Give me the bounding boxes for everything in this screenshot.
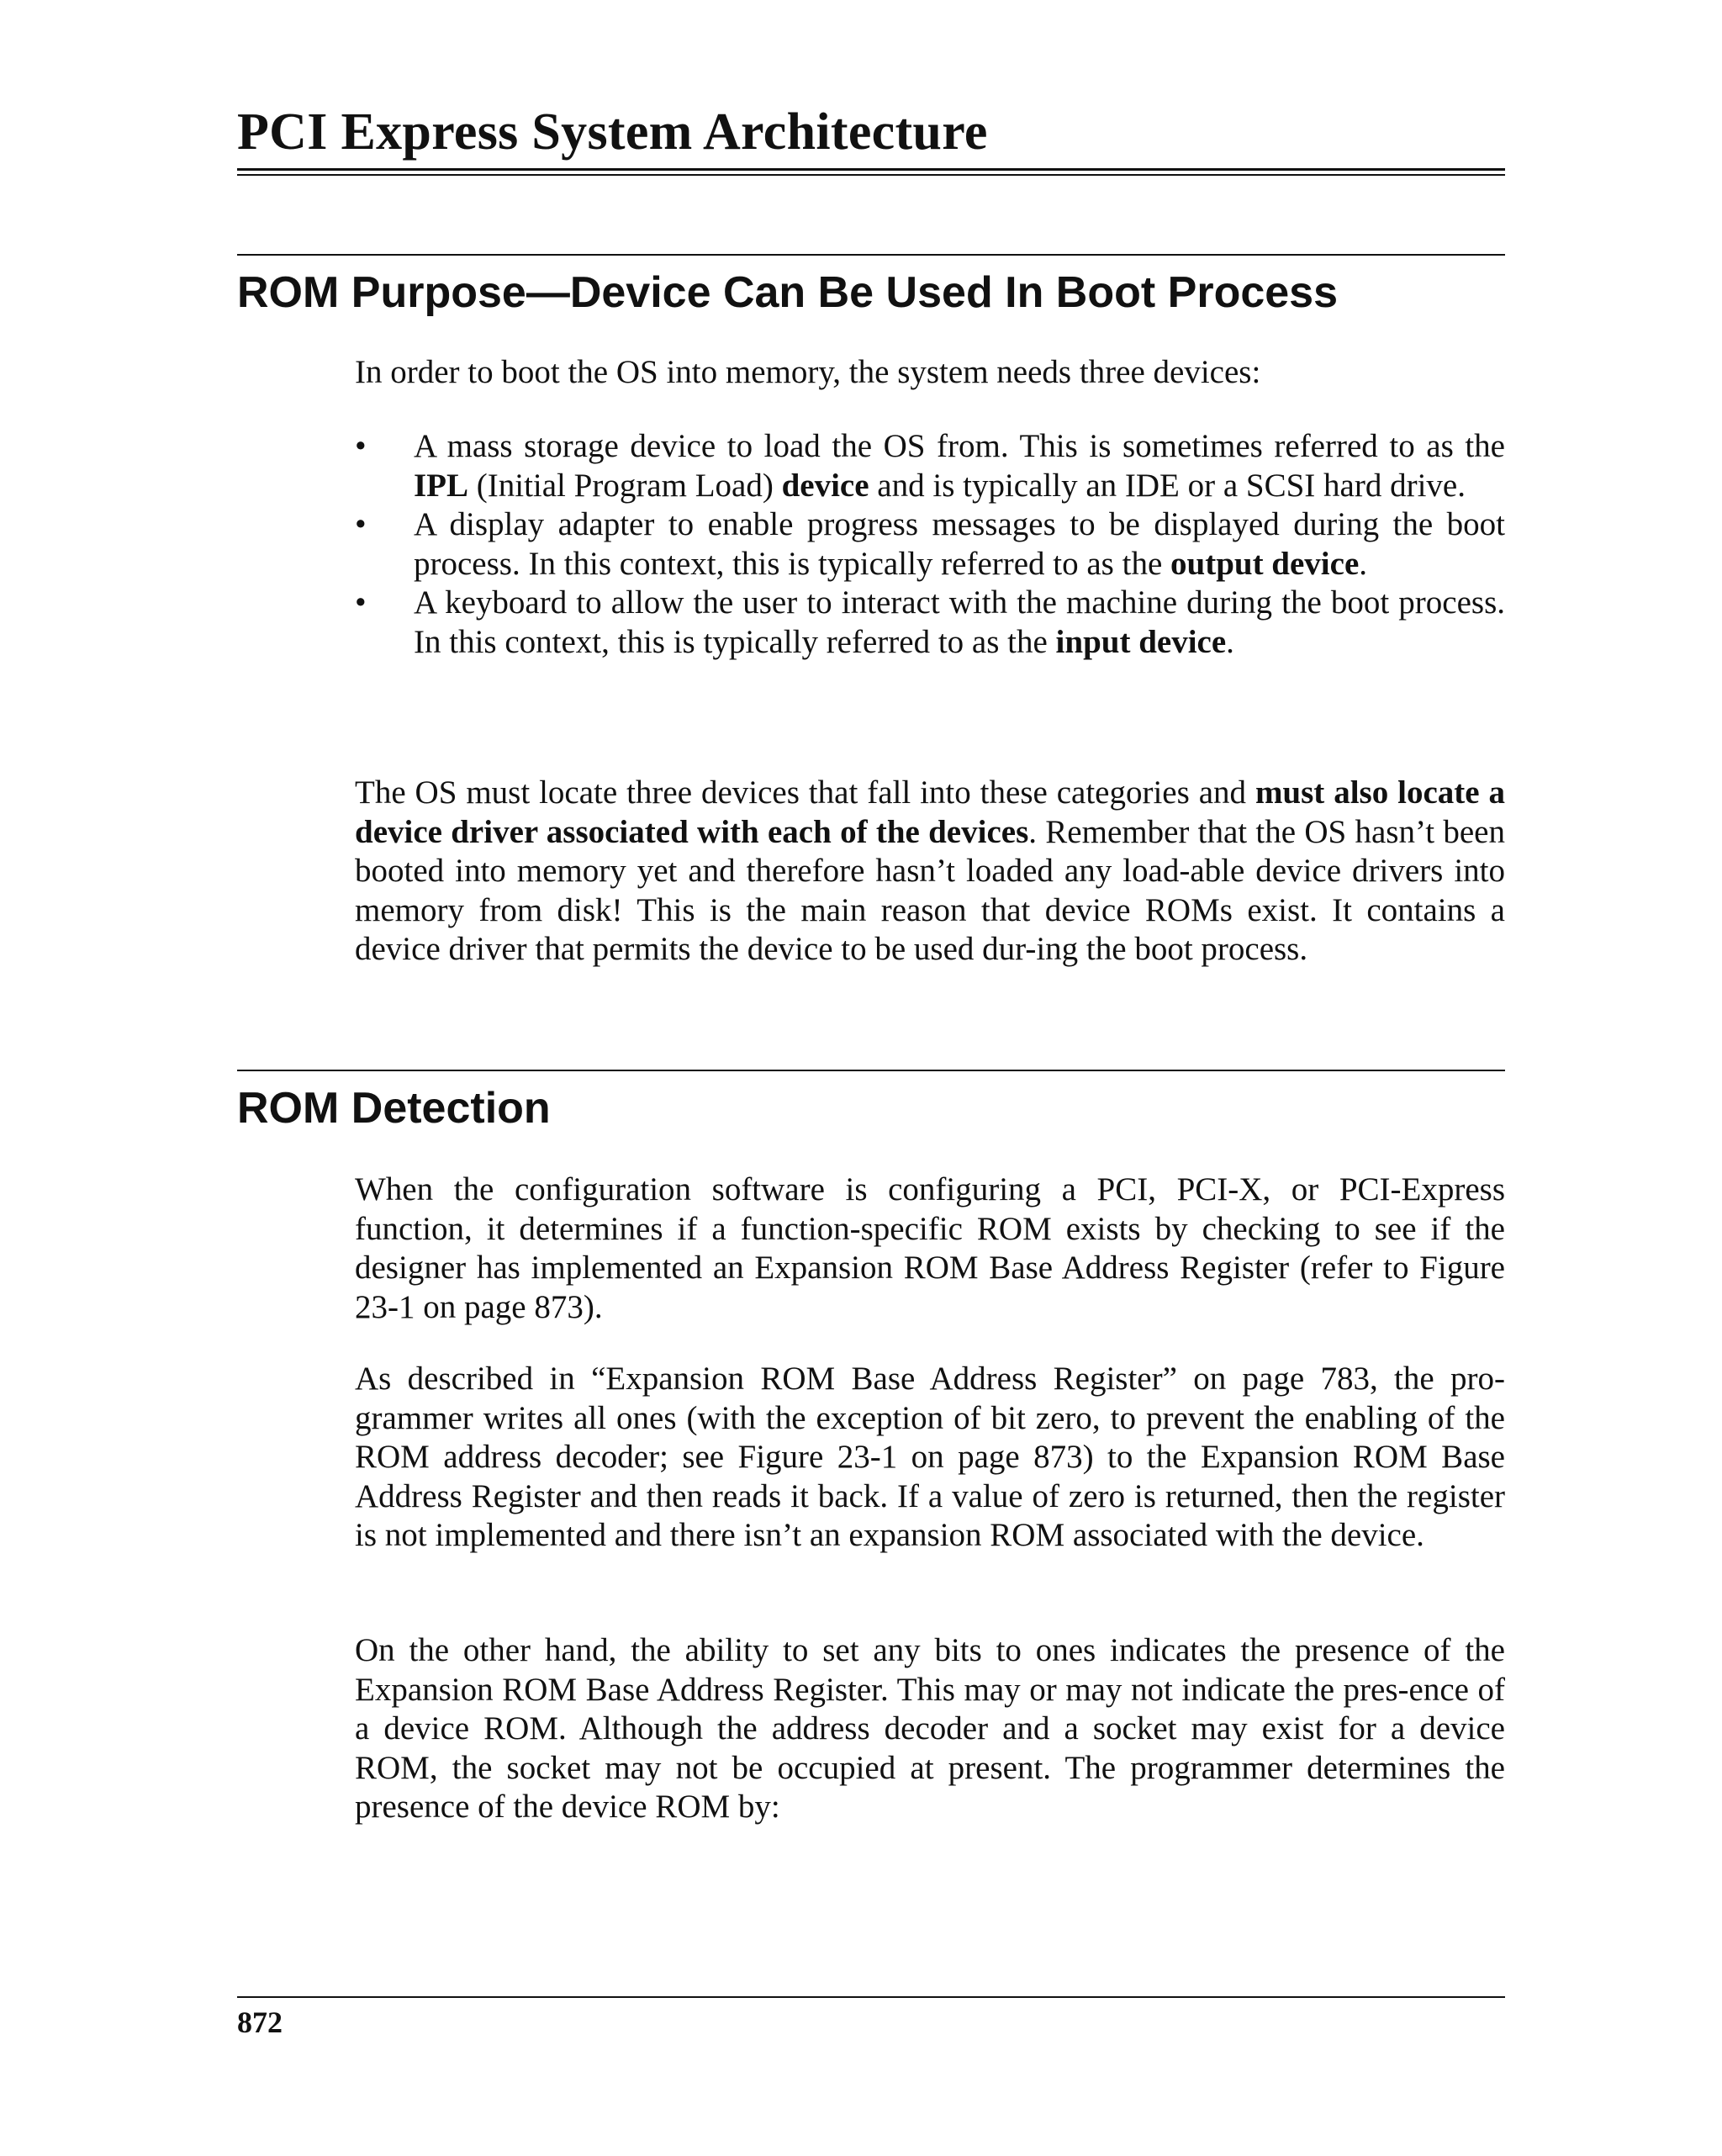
header-double-rule	[237, 168, 1505, 176]
bold-term-device: device	[781, 467, 869, 504]
bullet-text: A keyboard to allow the user to interact with the machine during the boot process. In this context, this is typically referred to as the	[414, 584, 1505, 660]
paragraph-text: When the configuration software is configuring a PCI, PCI-X, or PCI-Express function, it determines if a function-specific ROM exists by checking to see if the designer has implemented an Expansion ROM Base Address Register (refer to Figure 23-1 on page 873).	[355, 1171, 1505, 1325]
bullet-text: A display adapter to enable progress messages to be displayed during the boot process. In this context, this is typically referred to as the	[414, 506, 1505, 582]
paragraph-config-software	[355, 1170, 1505, 1327]
paragraph-run: . Remember that the OS hasn’t been booted into memory yet and therefore hasn’t loaded any load-able device drivers into memory from disk! This is the main reason that device ROMs exist. It contains a device driver that permits the device to be used dur-ing the boot process.	[355, 813, 1505, 967]
bullet-list-boot-devices	[355, 427, 1505, 662]
paragraph-text: On the other hand, the ability to set any bits to ones indicates the presence of the Expansion ROM Base Address Register. This may or may not indicate the pres-ence of a device ROM. Although the address decoder and a socket may exist for a device ROM, the socket may not be occupied at present. The programmer determines the presence of the device ROM by:	[355, 1632, 1505, 1825]
bullet-text: .	[1359, 545, 1368, 582]
paragraph-write-all-ones	[355, 1360, 1505, 1556]
bullet-text: .	[1226, 623, 1234, 660]
paragraph-other-hand	[355, 1631, 1505, 1827]
section-heading-rom-detection: ROM Detection	[237, 1084, 551, 1133]
bold-term-input-device: input device	[1055, 623, 1227, 660]
page-number: 872	[237, 2005, 283, 2039]
section-heading-rom-purpose: ROM Purpose—Device Can Be Used In Boot Process	[237, 268, 1339, 317]
bullet-marker: •	[355, 428, 367, 464]
paragraph-text: As described in “Expansion ROM Base Address Register” on page 783, the pro-grammer writes all ones (with the exception of bit zero, to prevent the enabling of the ROM address decoder; see Figure 23-1 on page 873) to the Expansion ROM Base Address Register and then reads it back. If a value of zero is returned, then the register is not implemented and there isn’t an expansion ROM associated with the device.	[355, 1361, 1505, 1553]
bold-phrase-device-driver: must also locate a device driver associated with each of the devices	[355, 774, 1505, 850]
bullet-marker: •	[355, 584, 367, 621]
bullet-item-display-adapter	[355, 505, 1505, 584]
bold-term-ipl: IPL	[414, 467, 469, 504]
bullet-text: (Initial Program Load)	[468, 467, 782, 504]
section-rule-rom-detection	[237, 1070, 1505, 1071]
footer-rule	[237, 1996, 1505, 1998]
intro-text: In order to boot the OS into memory, the system needs three devices:	[355, 354, 1261, 390]
paragraph-run: The OS must locate three devices that fall into these categories and	[355, 774, 1255, 811]
bullet-item-keyboard	[355, 584, 1505, 662]
running-head-title: PCI Express System Architecture	[237, 103, 988, 161]
section-rule-rom-purpose	[237, 254, 1505, 256]
bullet-text: A mass storage device to load the OS from. This is sometimes referred to as the	[414, 428, 1505, 464]
bullet-text: and is typically an IDE or a SCSI hard drive.	[869, 467, 1466, 504]
bold-term-output-device: output device	[1170, 545, 1360, 582]
bullet-item-mass-storage	[355, 427, 1505, 505]
bullet-marker: •	[355, 506, 367, 542]
paragraph-os-locate	[355, 774, 1505, 970]
paragraph-intro	[355, 353, 1505, 393]
paragraph-text	[355, 774, 1505, 970]
